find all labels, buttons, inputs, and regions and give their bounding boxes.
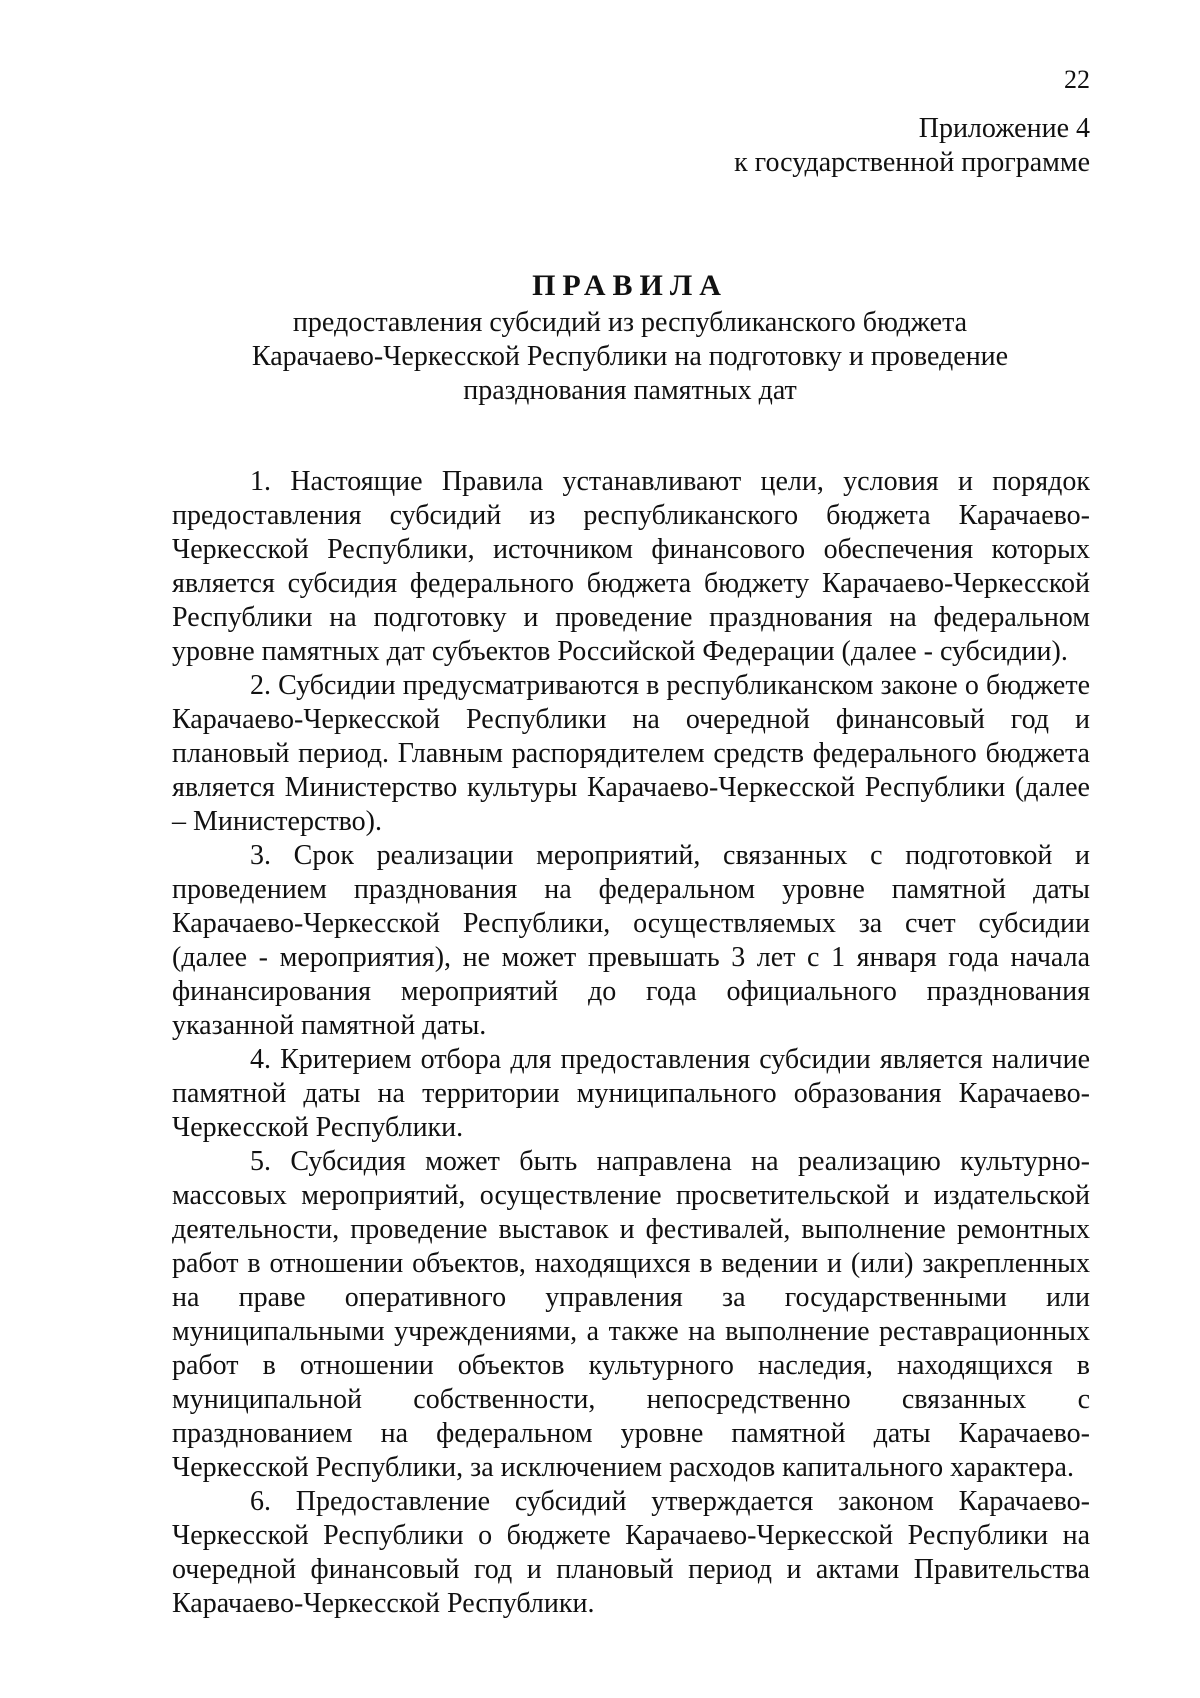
subtitle-line-2: Карачаево-Черкесской Республики на подготовку и проведение bbox=[251, 341, 1009, 372]
document-title: ПРАВИЛА bbox=[532, 269, 728, 302]
document-subtitle bbox=[170, 306, 1090, 408]
paragraph-4: 4. Критерием отбора для предоставления субсидии является наличие памятной даты на территории муниципального образования Карачаево-Черкесской Республики. bbox=[172, 1044, 1090, 1143]
paragraph-1: 1. Настоящие Правила устанавливают цели, условия и порядок предоставления субсидий из республиканского бюджета Карачаево-Черкесской Республики, источником финансового обеспечения которых является субсидия федерального бюджета бюджету Карачаево-Черкесской Республики на подготовку и проведение празднования на федеральном уровне памятных дат субъектов Российской Федерации (далее - субсидии). bbox=[172, 466, 1090, 667]
paragraph-3: 3. Срок реализации мероприятий, связанных с подготовкой и проведением празднования на федеральном уровне памятной даты Карачаево-Черкесской Республики, осуществляемых за счет субсидии (далее - мероприятия), не может превышать 3 лет с 1 января года начала финансирования мероприятий до года официального празднования указанной памятной даты. bbox=[172, 840, 1090, 1041]
paragraph-2: 2. Субсидии предусматриваются в республиканском законе о бюджете Карачаево-Черкесской Республики на очередной финансовый год и плановый период. Главным распорядителем средств федерального бюджета является Министерство культуры Карачаево-Черкесской Республики (далее – Министерство). bbox=[172, 670, 1090, 837]
page-number: 22 bbox=[1064, 65, 1090, 94]
appendix-line-1: Приложение 4 bbox=[918, 113, 1090, 144]
document-body bbox=[172, 465, 1090, 1621]
subtitle-line-1: предоставления субсидий из республиканского бюджета bbox=[292, 307, 968, 338]
title-block bbox=[170, 268, 1090, 408]
paragraph-6: 6. Предоставление субсидий утверждается законом Карачаево-Черкесской Республики о бюджете Карачаево-Черкесской Республики на очередной финансовый год и плановый период и актами Правительства Карачаево-Черкесской Республики. bbox=[172, 1486, 1090, 1619]
appendix-note bbox=[734, 112, 1090, 180]
subtitle-line-3: празднования памятных дат bbox=[463, 375, 797, 406]
appendix-line-2: к государственной программе bbox=[734, 147, 1090, 178]
paragraph-5: 5. Субсидия может быть направлена на реализацию культурно-массовых мероприятий, осуществление просветительской и издательской деятельности, проведение выставок и фестивалей, выполнение ремонтных работ в отношении объектов, находящихся в ведении и (или) закрепленных на праве оперативного управления за государственными или муниципальными учреждениями, а также на выполнение реставрационных работ в отношении объектов культурного наследия, находящихся в муниципальной собственности, непосредственно связанных с празднованием на федеральном уровне памятной даты Карачаево-Черкесской Республики, за исключением расходов капитального характера. bbox=[172, 1146, 1090, 1483]
